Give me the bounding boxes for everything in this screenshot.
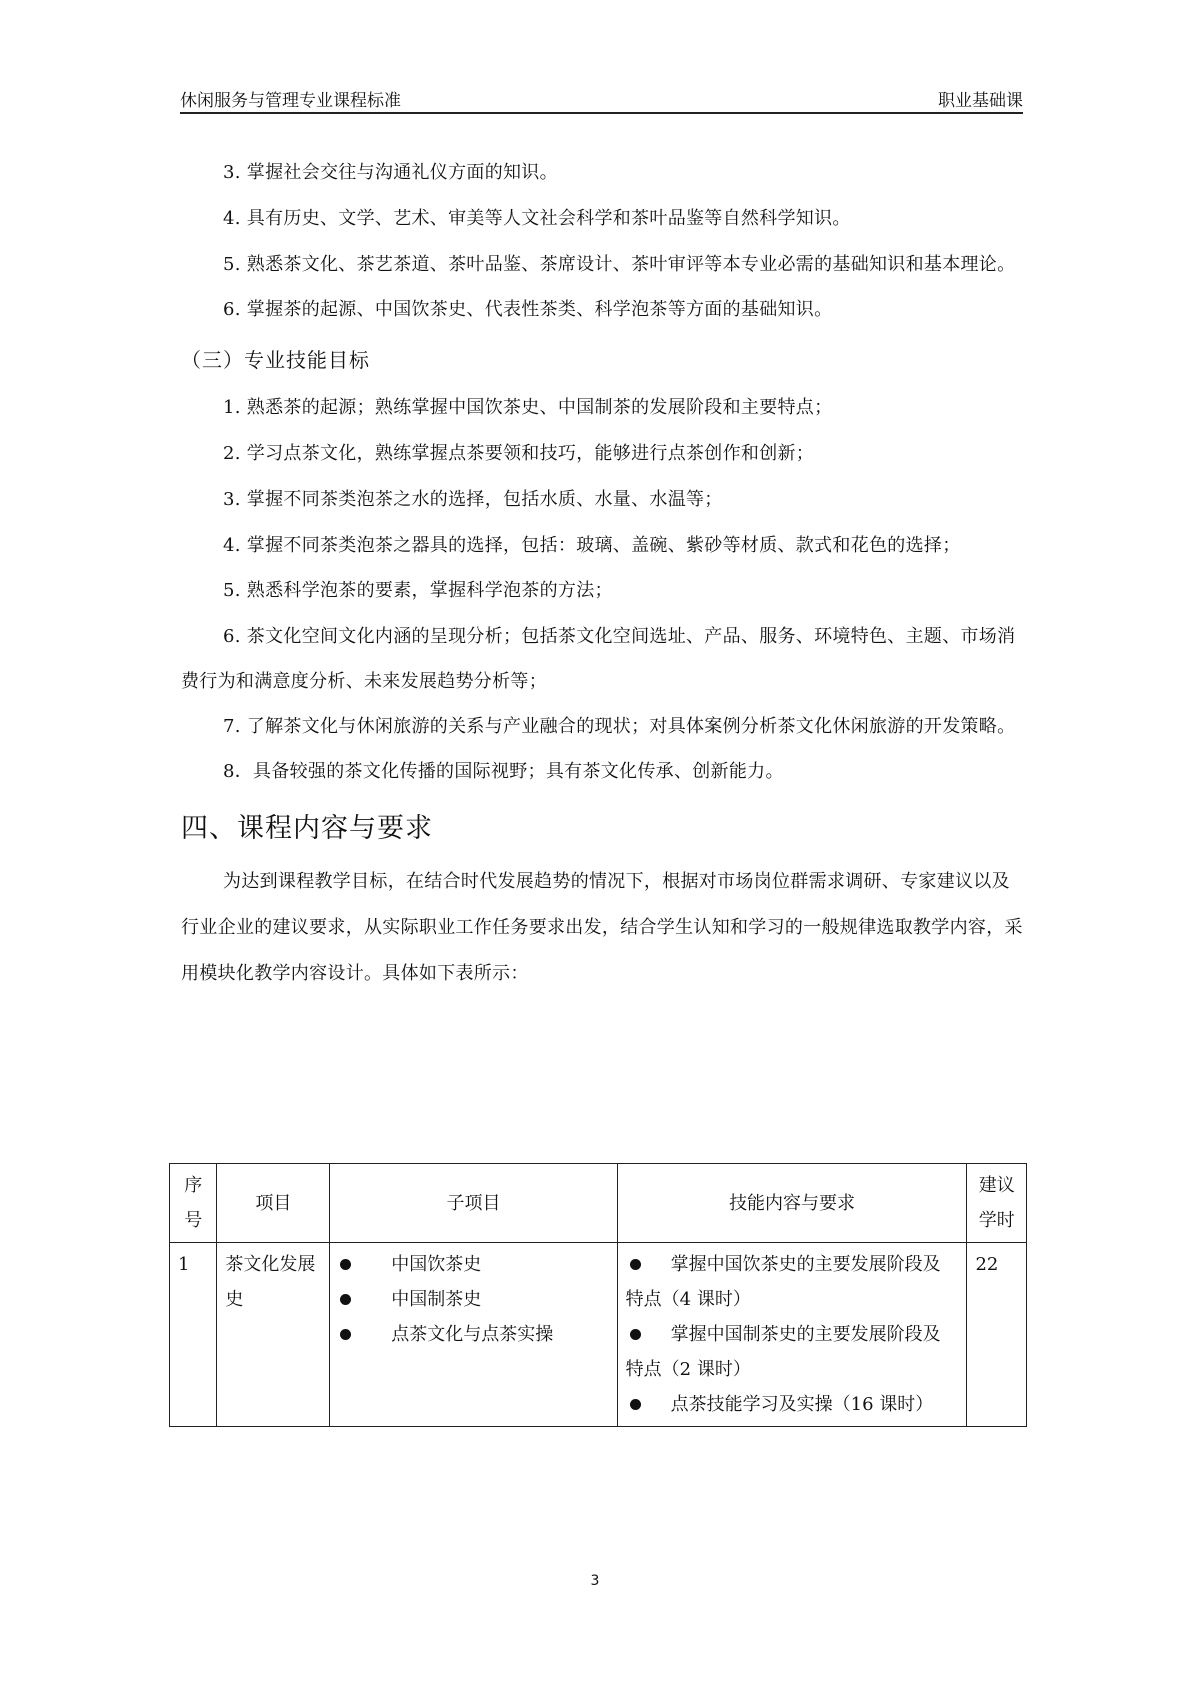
bullet-icon xyxy=(630,1329,641,1340)
subproject-text: 中国制茶史 xyxy=(391,1289,482,1310)
page-number: 3 xyxy=(590,1573,600,1589)
table-row xyxy=(170,1243,1027,1427)
cell-hours: 22 xyxy=(967,1243,1027,1427)
header-cell-no xyxy=(170,1164,217,1243)
skill-item: 5. 熟悉科学泡茶的要素，掌握科学泡茶的方法； xyxy=(223,580,613,601)
skill-requirement-text: 掌握中国饮茶史的主要发展阶段及特点（4 课时） xyxy=(625,1254,941,1310)
intro-paragraph: 为达到课程教学目标，在结合时代发展趋势的情况下，根据对市场岗位群需求调研、专家建议以及行业企业的建议要求，从实际职业工作任务要求出发，结合学生认知和学习的一般规律选取教学内容，采用模块化教学内容设计。具体如下表所示： xyxy=(181,871,1023,984)
list-item xyxy=(338,1247,608,1282)
section-heading: 四、课程内容与要求 xyxy=(181,813,433,844)
cell-skills xyxy=(617,1243,967,1427)
list-item xyxy=(626,1317,959,1387)
header-title: 休闲服务与管理专业课程标准 xyxy=(180,91,401,111)
bullet-icon xyxy=(340,1294,351,1305)
page-header xyxy=(180,84,1023,114)
skill-requirement-text: 掌握中国制茶史的主要发展阶段及特点（2 课时） xyxy=(625,1324,941,1380)
subproject-text: 中国饮茶史 xyxy=(391,1254,482,1275)
table-header-row xyxy=(170,1164,1027,1243)
cell-project: 茶文化发展史 xyxy=(217,1243,330,1427)
header-no-line1: 序 xyxy=(184,1175,203,1196)
header-cell-hours xyxy=(967,1164,1027,1243)
list-item xyxy=(338,1317,608,1352)
cell-subprojects xyxy=(330,1243,617,1427)
header-cell-subproject: 子项目 xyxy=(330,1164,617,1243)
header-cell-project: 项目 xyxy=(217,1164,330,1243)
bullet-icon xyxy=(340,1259,351,1270)
subproject-list xyxy=(338,1247,608,1352)
knowledge-item: 3. 掌握社会交往与沟通礼仪方面的知识。 xyxy=(223,162,558,183)
skill-item: 6. 茶文化空间文化内涵的呈现分析；包括茶文化空间选址、产品、服务、环境特色、主题、市场消费行为和满意度分析、未来发展趋势分析等； xyxy=(181,626,1016,692)
knowledge-item: 4. 具有历史、文学、艺术、审美等人文社会科学和茶叶品鉴等自然科学知识。 xyxy=(223,208,851,229)
knowledge-item: 5. 熟悉茶文化、茶艺茶道、茶叶品鉴、茶席设计、茶叶审评等本专业必需的基础知识和基本理论。 xyxy=(223,254,1016,275)
skill-item: 8．具备较强的茶文化传播的国际视野；具有茶文化传承、创新能力。 xyxy=(223,761,784,782)
bullet-icon xyxy=(630,1399,641,1410)
course-content-table xyxy=(169,1163,1027,1427)
skill-item: 4. 掌握不同茶类泡茶之器具的选择，包括：玻璃、盖碗、紫砂等材质、款式和花色的选择； xyxy=(223,535,961,556)
header-hours-line1: 建议 xyxy=(978,1175,1015,1196)
bullet-icon xyxy=(340,1329,351,1340)
header-cell-skills: 技能内容与要求 xyxy=(617,1164,967,1243)
page-body xyxy=(181,150,1023,997)
subproject-text: 点茶文化与点茶实操 xyxy=(391,1324,554,1345)
skill-requirement-text: 点茶技能学习及实操（16 课时） xyxy=(670,1394,934,1415)
skill-item: 3. 掌握不同茶类泡茶之水的选择，包括水质、水量、水温等； xyxy=(223,489,723,510)
bullet-icon xyxy=(630,1259,641,1270)
list-item xyxy=(338,1282,608,1317)
skill-item: 7. 了解茶文化与休闲旅游的关系与产业融合的现状；对具体案例分析茶文化休闲旅游的开发策略。 xyxy=(223,716,1016,737)
skill-requirement-list xyxy=(626,1247,959,1422)
skill-item: 2. 学习点茶文化，熟练掌握点茶要领和技巧，能够进行点茶创作和创新； xyxy=(223,443,815,464)
list-item xyxy=(626,1387,959,1422)
header-no-line2: 号 xyxy=(184,1210,203,1231)
cell-no: 1 xyxy=(170,1243,217,1427)
header-hours-line2: 学时 xyxy=(978,1210,1015,1231)
header-category: 职业基础课 xyxy=(938,91,1023,111)
skills-heading: （三）专业技能目标 xyxy=(181,348,370,372)
list-item xyxy=(626,1247,959,1317)
knowledge-item: 6. 掌握茶的起源、中国饮茶史、代表性茶类、科学泡茶等方面的基础知识。 xyxy=(223,299,833,320)
skill-item: 1. 熟悉茶的起源；熟练掌握中国饮茶史、中国制茶的发展阶段和主要特点； xyxy=(223,397,833,418)
